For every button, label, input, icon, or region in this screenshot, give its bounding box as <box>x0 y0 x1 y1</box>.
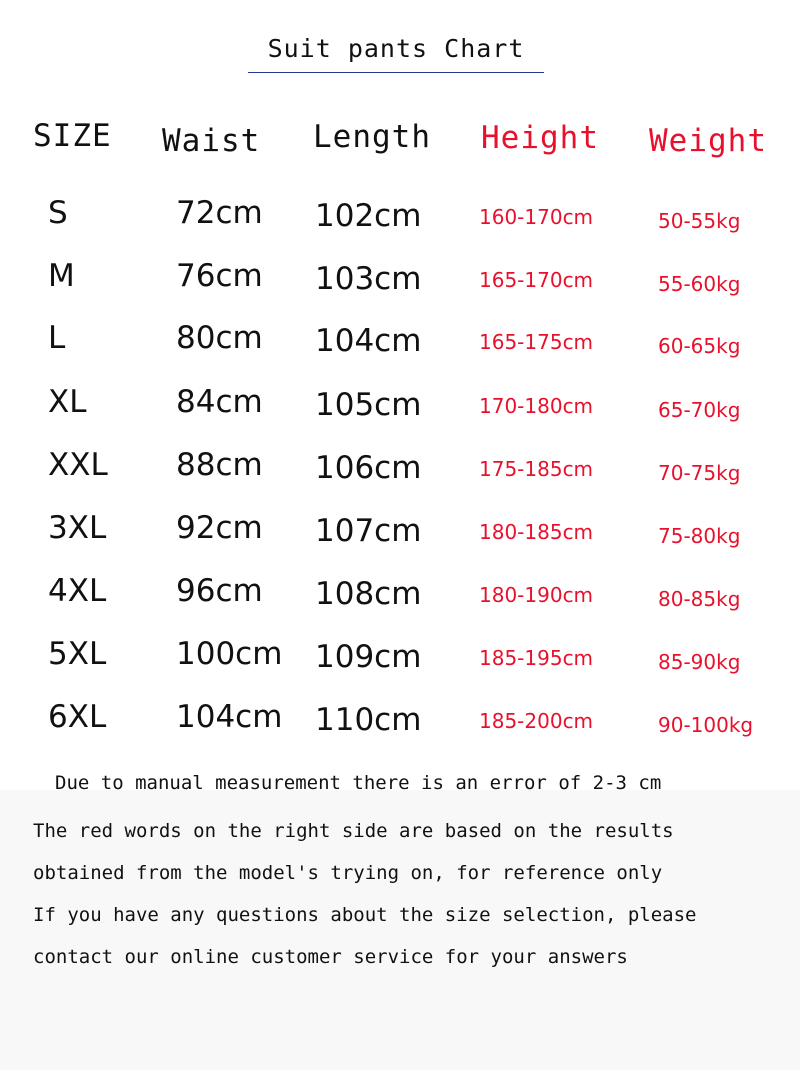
row-size-cell: 3XL <box>48 510 107 546</box>
row-weight-cell: 70-75kg <box>658 461 741 485</box>
title-underline <box>248 72 544 73</box>
row-waist-cell: 92cm <box>176 510 263 546</box>
row-waist-cell: 88cm <box>176 447 263 483</box>
row-height-cell: 165-170cm <box>479 268 594 292</box>
row-length-cell: 110cm <box>315 702 422 738</box>
row-waist-cell: 76cm <box>176 258 263 294</box>
row-height-cell: 185-195cm <box>479 646 594 670</box>
row-height-cell: 165-175cm <box>479 330 594 354</box>
row-height-cell: 180-190cm <box>479 583 594 607</box>
header-length: Length <box>313 119 431 155</box>
row-height-cell: 175-185cm <box>479 457 594 481</box>
row-weight-cell: 65-70kg <box>658 398 741 422</box>
row-size-cell: XXL <box>48 447 108 483</box>
header-size: SIZE <box>33 118 112 154</box>
header-weight: Weight <box>649 123 767 159</box>
row-size-cell: XL <box>48 384 87 420</box>
row-height-cell: 180-185cm <box>479 520 594 544</box>
row-length-cell: 107cm <box>315 513 422 549</box>
row-size-cell: L <box>48 320 66 356</box>
row-waist-cell: 96cm <box>176 573 263 609</box>
row-waist-cell: 80cm <box>176 320 263 356</box>
header-height: Height <box>481 120 599 156</box>
row-weight-cell: 90-100kg <box>658 713 754 737</box>
row-waist-cell: 104cm <box>176 699 283 735</box>
row-length-cell: 109cm <box>315 639 422 675</box>
row-weight-cell: 85-90kg <box>658 650 741 674</box>
row-length-cell: 108cm <box>315 576 422 612</box>
row-waist-cell: 100cm <box>176 636 283 672</box>
row-height-cell: 160-170cm <box>479 205 594 229</box>
note-line-2: obtained from the model's trying on, for reference only <box>33 862 663 884</box>
row-height-cell: 170-180cm <box>479 394 594 418</box>
page-title: Suit pants Chart <box>267 34 525 63</box>
row-weight-cell: 75-80kg <box>658 524 741 548</box>
row-weight-cell: 50-55kg <box>658 209 741 233</box>
row-size-cell: S <box>48 195 68 231</box>
row-weight-cell: 60-65kg <box>658 334 741 358</box>
row-length-cell: 106cm <box>315 450 422 486</box>
row-size-cell: 6XL <box>48 699 107 735</box>
row-size-cell: 4XL <box>48 573 107 609</box>
measurement-error-note: Due to manual measurement there is an error of 2-3 cm <box>55 772 662 794</box>
note-line-4: contact our online customer service for your answers <box>33 946 628 968</box>
row-length-cell: 103cm <box>315 261 422 297</box>
note-line-1: The red words on the right side are based on the results <box>33 820 674 842</box>
row-waist-cell: 84cm <box>176 384 263 420</box>
row-size-cell: M <box>48 258 75 294</box>
row-height-cell: 185-200cm <box>479 709 594 733</box>
row-weight-cell: 80-85kg <box>658 587 741 611</box>
row-waist-cell: 72cm <box>176 195 263 231</box>
row-weight-cell: 55-60kg <box>658 272 741 296</box>
row-length-cell: 102cm <box>315 198 422 234</box>
row-length-cell: 105cm <box>315 387 422 423</box>
header-waist: Waist <box>162 123 261 159</box>
note-line-3: If you have any questions about the size selection, please <box>33 904 697 926</box>
row-size-cell: 5XL <box>48 636 107 672</box>
row-length-cell: 104cm <box>315 323 422 359</box>
